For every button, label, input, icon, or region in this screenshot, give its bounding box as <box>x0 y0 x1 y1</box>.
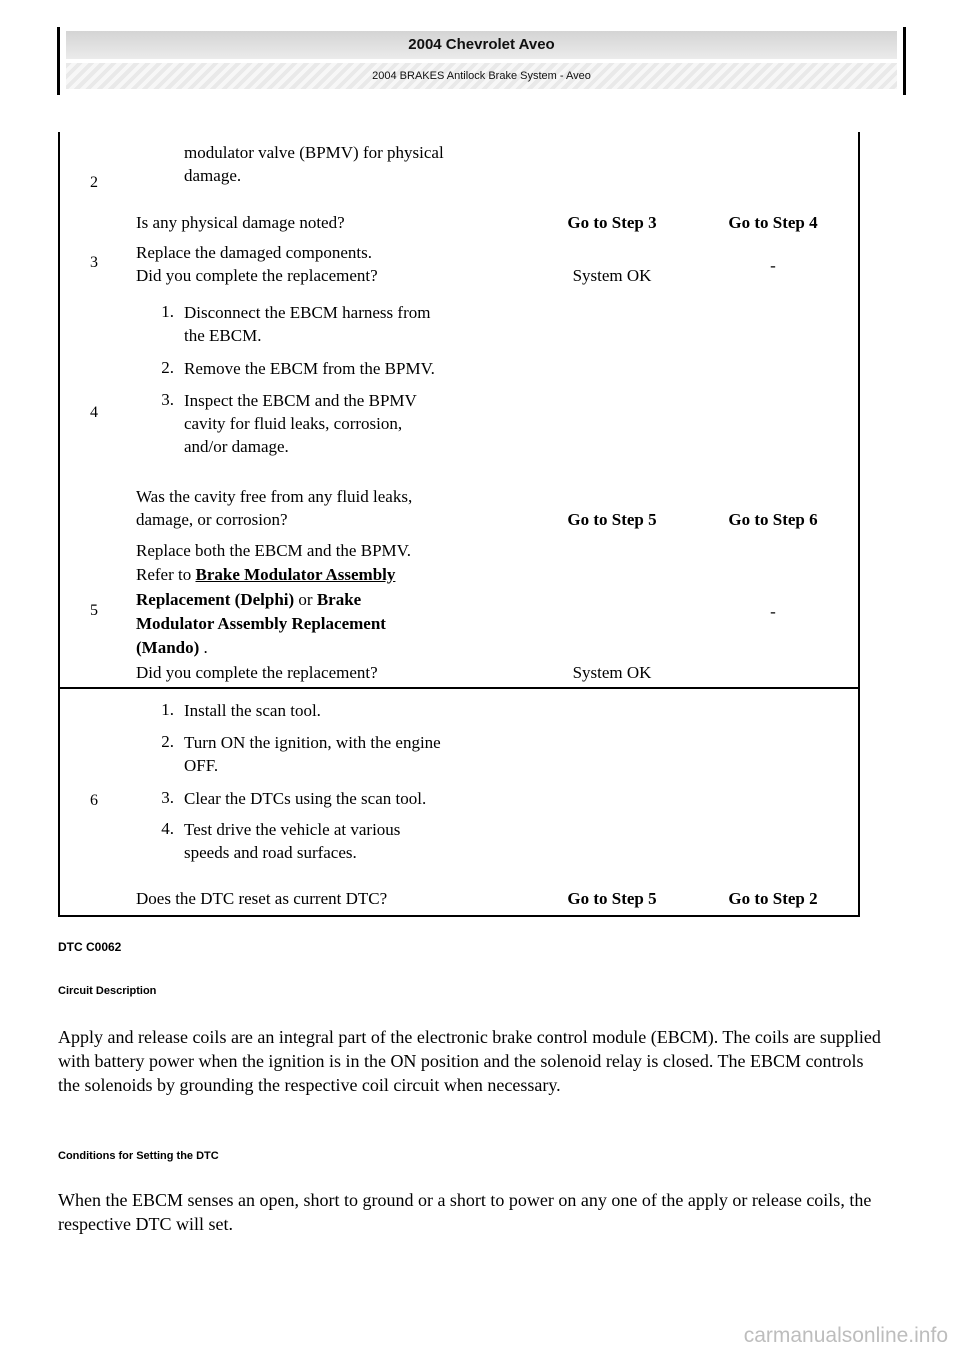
no-result: - <box>770 256 776 275</box>
item-number: 2. <box>161 732 174 751</box>
step-question: Was the cavity free from any fluid leaks, <box>136 487 413 506</box>
no-action[interactable]: Go to Step 2 <box>728 889 818 908</box>
yes-result: System OK <box>572 266 652 285</box>
item-text: Install the scan tool. <box>184 701 321 720</box>
link-brake-modulator-delphi[interactable]: Brake Modulator Assembly <box>195 565 396 584</box>
page-header <box>57 27 906 95</box>
item-number: 2. <box>161 358 174 377</box>
step-question: Does the DTC reset as current DTC? <box>136 889 388 908</box>
step-text: Replace the damaged components. <box>136 243 373 262</box>
step-question: Did you complete the replacement? <box>136 663 378 682</box>
item-text: Test drive the vehicle at various <box>184 820 401 839</box>
link-brake-modulator-mando[interactable]: Brake <box>316 590 362 609</box>
item-text: cavity for fluid leaks, corrosion, <box>184 414 403 433</box>
yes-action[interactable]: Go to Step 5 <box>567 510 657 529</box>
step-number: 2 <box>90 174 98 191</box>
item-number: 1. <box>161 302 174 321</box>
step-text: damage. <box>184 166 242 185</box>
no-result: - <box>770 602 776 621</box>
header-title: 2004 Chevrolet Aveo <box>66 31 897 59</box>
step-text <box>136 613 386 635</box>
yes-action[interactable]: Go to Step 3 <box>567 213 657 232</box>
row-divider <box>60 687 858 689</box>
item-text: Disconnect the EBCM harness from <box>184 303 431 322</box>
yes-action[interactable]: Go to Step 5 <box>567 889 657 908</box>
item-number: 4. <box>161 819 174 838</box>
link-brake-modulator-delphi[interactable]: Replacement (Delphi) <box>136 590 295 609</box>
diagnostic-table <box>58 132 860 917</box>
step-text: Did you complete the replacement? <box>136 266 378 285</box>
step-number: 3 <box>90 254 98 271</box>
conditions-text: When the EBCM senses an open, short to ground or a short to power on any one of the apply or release coils, the respective DTC will set. <box>58 1190 872 1234</box>
link-brake-modulator-mando[interactable]: (Mando) <box>136 638 200 657</box>
item-text: OFF. <box>184 756 219 775</box>
step-question: Is any physical damage noted? <box>136 213 345 232</box>
item-text: Clear the DTCs using the scan tool. <box>184 789 427 808</box>
watermark: carmanualsonline.info <box>743 1324 948 1347</box>
no-action[interactable]: Go to Step 4 <box>728 213 818 232</box>
item-number: 3. <box>161 788 174 807</box>
link-brake-modulator-mando[interactable]: Modulator Assembly Replacement <box>136 614 386 633</box>
item-number: 1. <box>161 700 174 719</box>
header-subtitle: 2004 BRAKES Antilock Brake System - Aveo <box>66 63 897 89</box>
yes-result: System OK <box>572 663 652 682</box>
step-text: modulator valve (BPMV) for physical <box>184 143 444 162</box>
no-action[interactable]: Go to Step 6 <box>728 510 818 529</box>
step-text: Replace both the EBCM and the BPMV. <box>136 541 411 560</box>
item-text: the EBCM. <box>184 326 262 345</box>
step-number: 4 <box>90 404 98 421</box>
item-text: Inspect the EBCM and the BPMV <box>184 391 417 410</box>
item-number: 3. <box>161 390 174 409</box>
circuit-description-text: Apply and release coils are an integral part of the electronic brake control module (EBCM). The coils are supplied with battery power when the ignition is in the ON position and the solenoid relay is closed. The EBCM controls the solenoids by grounding the respective coil circuit when necessary. <box>58 1027 881 1095</box>
step-question: damage, or corrosion? <box>136 510 288 529</box>
dtc-title: DTC C0062 <box>58 940 122 954</box>
item-text: and/or damage. <box>184 437 289 456</box>
step-text: Refer to Brake Modulator Assembly <box>136 565 396 584</box>
step-text: Replacement (Delphi) or Brake <box>136 590 362 609</box>
step-number: 6 <box>90 792 98 809</box>
section-heading: Circuit Description <box>58 985 157 997</box>
section-heading: Conditions for Setting the DTC <box>58 1150 219 1162</box>
item-text: Remove the EBCM from the BPMV. <box>184 359 435 378</box>
step-text: (Mando) . <box>136 638 208 657</box>
item-text: Turn ON the ignition, with the engine <box>184 733 441 752</box>
item-text: speeds and road surfaces. <box>184 843 357 862</box>
step-number: 5 <box>90 602 98 619</box>
